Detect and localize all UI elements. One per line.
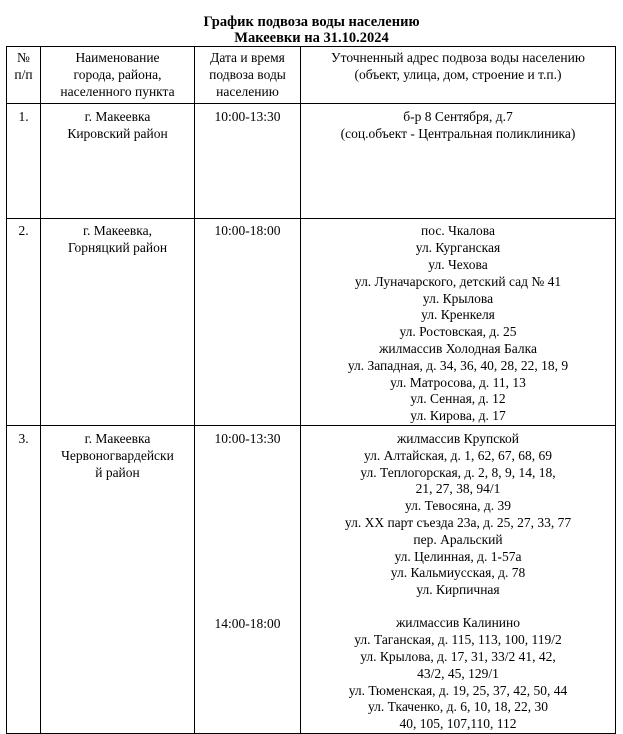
row-num: 1.	[7, 104, 41, 219]
header-name: Наименование города, района, населенного пункта	[41, 47, 195, 104]
document-title-line1: График подвоза воды населению	[203, 14, 420, 30]
table-row	[7, 104, 616, 219]
row-name: г. Макеевка Кировский район	[41, 104, 195, 219]
header-row	[7, 47, 616, 104]
table-row	[7, 219, 616, 426]
row-name: г. Макеевка Червоногвардейски й район	[41, 425, 195, 733]
header-time: Дата и время подвоза воды населению	[195, 47, 301, 104]
table-row	[7, 425, 616, 733]
header-num: № п/п	[7, 47, 41, 104]
row-time: 10:00-13:30 14:00-18:00	[195, 425, 301, 733]
row-time: 10:00-18:00	[195, 219, 301, 426]
row-address: пос. Чкалова ул. Курганская ул. Чехова ул. Луначарского, детский сад № 41 ул. Крылова ул. Кренкеля ул. Ростовская, д. 25 жилмассив Холодная Балка ул. Западная, д. 34, 36, 40, 28, 22, 18, 9 ул. Матросова, д. 11, 13 ул. Сенная, д. 12 ул. Кирова, д. 17	[301, 219, 616, 426]
row-num: 3.	[7, 425, 41, 733]
row-num: 2.	[7, 219, 41, 426]
document-title-line2: Макеевки на 31.10.2024	[234, 30, 389, 46]
row-time: 10:00-13:30	[195, 104, 301, 219]
row-name: г. Макеевка, Горняцкий район	[41, 219, 195, 426]
row-address: б-р 8 Сентября, д.7 (соц.объект - Центральная поликлиника)	[301, 104, 616, 219]
header-address: Уточненный адрес подвоза воды населению (объект, улица, дом, строение и т.п.)	[301, 47, 616, 104]
water-schedule-table	[6, 46, 616, 734]
row-address: жилмассив Крупской ул. Алтайская, д. 1, 62, 67, 68, 69 ул. Теплогорская, д. 2, 8, 9, 14, 18, 21, 27, 38, 94/1 ул. Тевосяна, д. 39 ул. XX парт съезда 23а, д. 25, 27, 33, 77 пер. Аральский ул. Целинная, д. 1-57а ул. Кальмиусская, д. 78 ул. Кирпичная жилмассив Калинино ул. Таганская, д. 115, 113, 100, 119/2 ул. Крылова, д. 17, 31, 33/2 41, 42, 43/2, 45, 129/1 ул. Тюменская, д. 19, 25, 37, 42, 50, 44 ул. Ткаченко, д. 6, 10, 18, 22, 30 40, 105, 107,110, 112	[301, 425, 616, 733]
